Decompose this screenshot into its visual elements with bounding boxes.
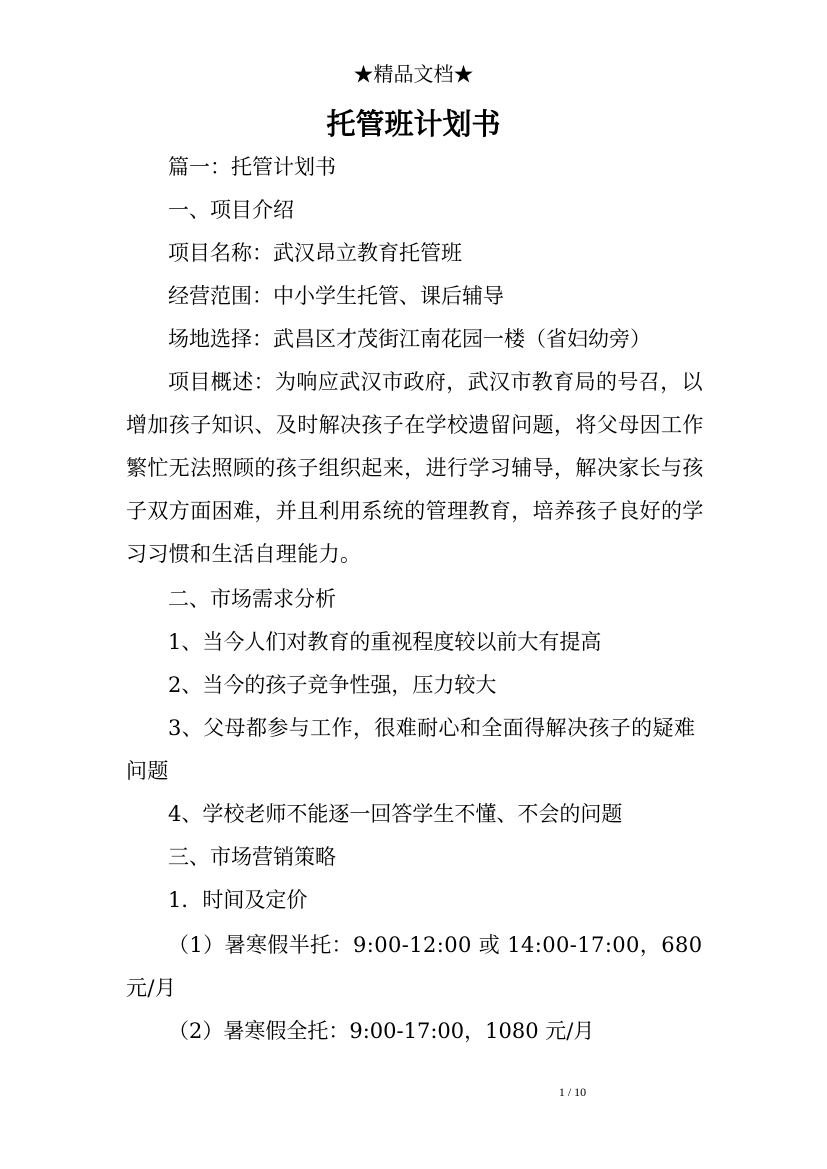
section-heading: 二、市场需求分析 bbox=[168, 587, 336, 611]
page-header: ★精品文档★ bbox=[353, 62, 474, 86]
body-paragraph: 场地选择：武昌区才茂街江南花园一楼（省妇幼旁） bbox=[168, 327, 651, 351]
list-item: 1、当今人们对教育的重视程度较以前大有提高 bbox=[168, 630, 602, 654]
section-heading: 三、市场营销策略 bbox=[168, 845, 336, 869]
body-paragraph: 项目概述：为响应武汉市政府，武汉市教育局的号召，以增加孩子知识、及时解决孩子在学校遗留问题，将父母因工作繁忙无法照顾的孩子组织起来，进行学习辅导，解决家长与孩子双方面困难，并且利用系统的管理教育，培养孩子良好的学习习惯和生活自理能力。 bbox=[126, 370, 704, 566]
list-item: 3、父母都参与工作，很难耐心和全面得解决孩子的疑难问题 bbox=[126, 716, 696, 783]
sub-heading: 1．时间及定价 bbox=[168, 888, 308, 912]
page-number: 1 / 10 bbox=[558, 1085, 587, 1099]
section-heading: 篇一：托管计划书 bbox=[168, 155, 336, 179]
pricing-item: （1）暑寒假半托：9:00-12:00 或 14:00-17:00，680元/月 bbox=[126, 933, 703, 1000]
list-item: 4、学校老师不能逐一回答学生不懂、不会的问题 bbox=[168, 802, 623, 826]
pricing-item: （2）暑寒假全托：9:00-17:00，1080 元/月 bbox=[168, 1019, 595, 1043]
section-heading: 一、项目介绍 bbox=[168, 198, 294, 222]
body-paragraph: 项目名称：武汉昂立教育托管班 bbox=[168, 241, 462, 265]
body-paragraph: 经营范围：中小学生托管、课后辅导 bbox=[168, 284, 504, 308]
list-item: 2、当今的孩子竞争性强，压力较大 bbox=[168, 673, 497, 697]
document-title: 托管班计划书 bbox=[326, 107, 501, 141]
